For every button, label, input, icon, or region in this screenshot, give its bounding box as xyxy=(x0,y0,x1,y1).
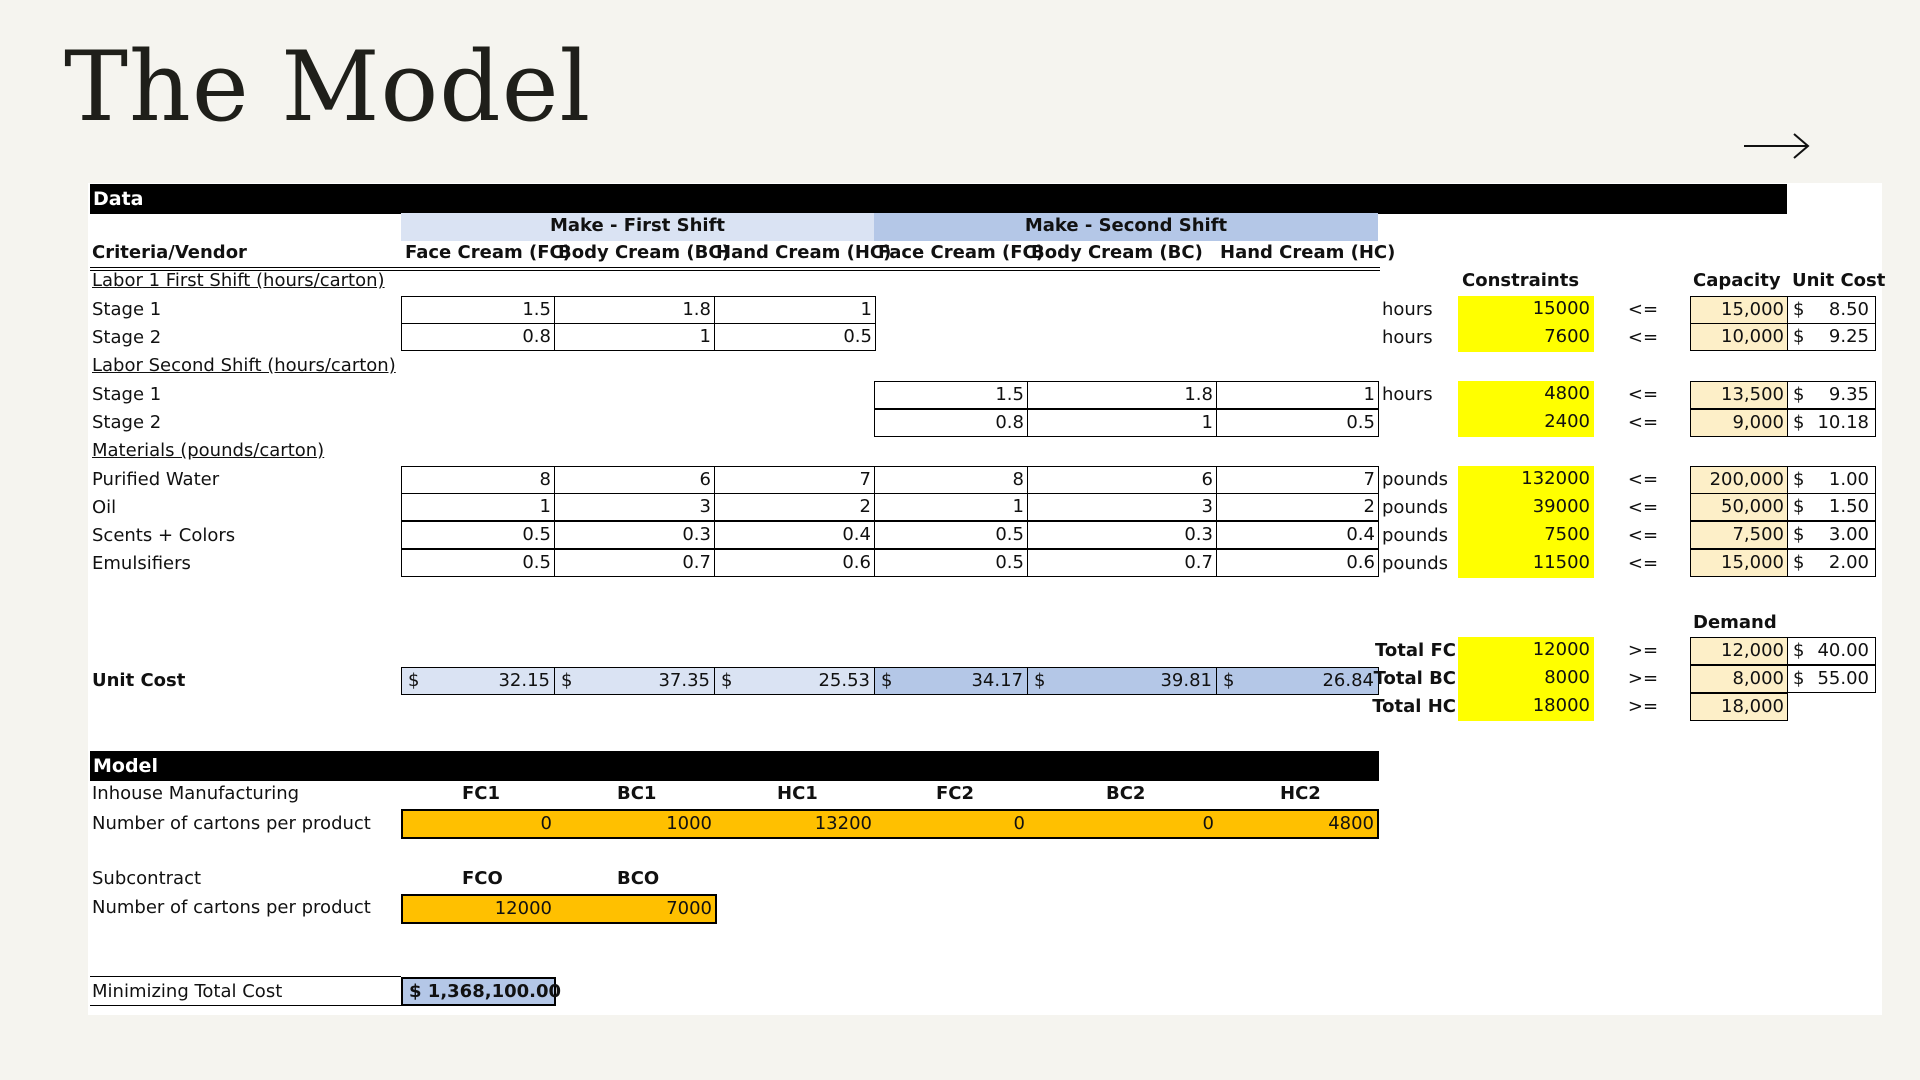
capacity-cell[interactable]: 13,500 xyxy=(1690,381,1788,409)
cost-amount: 1.50 xyxy=(1828,496,1869,517)
capacity-cell[interactable]: 10,000 xyxy=(1690,323,1788,351)
demand-cell[interactable]: 12,000 xyxy=(1690,637,1788,665)
unit-cost-cell[interactable] xyxy=(1787,381,1876,409)
coef-cell[interactable]: 3 xyxy=(1027,493,1217,521)
currency-symbol: $ xyxy=(1793,524,1805,545)
col-face-cream-1: Face Cream (FC) xyxy=(405,242,571,263)
coef-cell[interactable]: 1.5 xyxy=(401,296,555,324)
coef-cell[interactable]: 0.5 xyxy=(874,521,1028,549)
coef-cell[interactable]: 0.3 xyxy=(554,521,715,549)
coef-cell[interactable]: 2 xyxy=(1216,493,1379,521)
coef-cell[interactable]: 6 xyxy=(1027,466,1217,494)
decision-cell[interactable]: 0 xyxy=(1013,813,1025,834)
relation-symbol: >= xyxy=(1627,640,1659,661)
constraint-cell[interactable]: 8000 xyxy=(1458,665,1594,693)
unit-cost-row-label: Unit Cost xyxy=(92,670,186,691)
unit-cost-value[interactable] xyxy=(401,667,555,695)
coef-cell[interactable]: 1.5 xyxy=(874,381,1028,409)
var-header: BC1 xyxy=(617,783,657,804)
data-section-header: Data xyxy=(90,184,1787,214)
subcontract-label: Subcontract xyxy=(92,868,202,889)
decision-cell[interactable]: 0 xyxy=(1202,813,1214,834)
right-arrow-icon[interactable] xyxy=(1742,130,1812,162)
capacity-header: Capacity xyxy=(1693,270,1781,291)
cost-amount: 55.00 xyxy=(1817,668,1869,689)
relation-symbol: <= xyxy=(1627,525,1659,546)
unit-cost-cell[interactable] xyxy=(1787,521,1876,549)
constraints-header: Constraints xyxy=(1462,270,1580,291)
row-label: Stage 1 xyxy=(92,384,162,405)
unit-label: pounds xyxy=(1382,497,1449,518)
demand-cell[interactable]: 18,000 xyxy=(1690,693,1788,721)
row-label: Stage 1 xyxy=(92,299,162,320)
unit-cost-cell[interactable] xyxy=(1787,549,1876,577)
coef-cell[interactable]: 1 xyxy=(874,493,1028,521)
relation-symbol: >= xyxy=(1627,668,1659,689)
cost-amount: 25.53 xyxy=(818,670,870,691)
row-label: Oil xyxy=(92,497,117,518)
cost-amount: 34.17 xyxy=(971,670,1023,691)
cost-amount: 39.81 xyxy=(1160,670,1212,691)
total-cost-value[interactable]: $ 1,368,100.00 xyxy=(401,977,556,1006)
coef-cell[interactable]: 0.5 xyxy=(401,521,555,549)
labor1-section-label: Labor 1 First Shift (hours/carton) xyxy=(92,270,385,291)
currency-symbol: $ xyxy=(1793,552,1805,573)
demand-label: Total BC xyxy=(1373,668,1456,689)
unit-label: hours xyxy=(1382,299,1433,320)
unit-cost-cell[interactable] xyxy=(1787,323,1876,351)
coef-cell[interactable]: 0.7 xyxy=(554,549,715,577)
demand-label: Total FC xyxy=(1375,640,1456,661)
unit-label: hours xyxy=(1382,327,1433,348)
coef-cell[interactable]: 6 xyxy=(554,466,715,494)
coef-cell[interactable]: 0.7 xyxy=(1027,549,1217,577)
coef-cell[interactable]: 1.8 xyxy=(554,296,715,324)
relation-symbol: <= xyxy=(1627,469,1659,490)
unit-label: pounds xyxy=(1382,525,1449,546)
cost-amount: 9.35 xyxy=(1828,384,1869,405)
var-header: HC1 xyxy=(777,783,818,804)
var-header: BCO xyxy=(617,868,660,889)
decision-cell[interactable]: 4800 xyxy=(1328,813,1374,834)
capacity-cell[interactable]: 9,000 xyxy=(1690,409,1788,437)
col-hand-cream-1: Hand Cream (HC) xyxy=(716,242,892,263)
currency-symbol: $ xyxy=(1034,670,1046,691)
currency-symbol: $ xyxy=(1223,670,1235,691)
coef-cell[interactable]: 1 xyxy=(554,323,715,351)
cost-amount: 40.00 xyxy=(1817,640,1869,661)
coef-cell[interactable]: 0.5 xyxy=(714,323,876,351)
cost-amount: 1.00 xyxy=(1828,469,1869,490)
demand-label: Total HC xyxy=(1372,696,1456,717)
currency-symbol: $ xyxy=(1793,412,1805,433)
total-divider xyxy=(90,976,401,977)
var-header: FCO xyxy=(462,868,503,889)
decision-cell[interactable]: 0 xyxy=(540,813,552,834)
subcontract-cartons-label: Number of cartons per product xyxy=(92,897,371,918)
criteria-header: Criteria/Vendor xyxy=(92,242,247,263)
slide-title: The Model xyxy=(64,31,592,143)
coef-cell[interactable]: 8 xyxy=(874,466,1028,494)
col-body-cream-1: Body Cream (BC) xyxy=(558,242,730,263)
capacity-cell[interactable]: 15,000 xyxy=(1690,549,1788,577)
currency-symbol: $ xyxy=(881,670,893,691)
capacity-cell[interactable]: 50,000 xyxy=(1690,493,1788,521)
decision-cell[interactable]: 7000 xyxy=(666,898,712,919)
cost-amount: 2.00 xyxy=(1828,552,1869,573)
unit-cost-cell[interactable] xyxy=(1787,409,1876,437)
coef-cell[interactable]: 0.8 xyxy=(874,409,1028,437)
constraint-cell[interactable]: 18000 xyxy=(1458,693,1594,721)
coef-cell[interactable]: 2 xyxy=(714,493,875,521)
currency-symbol: $ xyxy=(1793,640,1805,661)
unit-cost-value[interactable] xyxy=(874,667,1028,695)
relation-symbol: <= xyxy=(1627,412,1659,433)
row-label: Emulsifiers xyxy=(92,553,191,574)
currency-symbol: $ xyxy=(408,670,420,691)
cost-amount: 37.35 xyxy=(658,670,710,691)
cost-amount: 3.00 xyxy=(1828,524,1869,545)
var-header: HC2 xyxy=(1280,783,1321,804)
relation-symbol: >= xyxy=(1627,696,1659,717)
coef-cell[interactable]: 0.3 xyxy=(1027,521,1217,549)
coef-cell[interactable]: 0.4 xyxy=(1216,521,1379,549)
var-header: FC2 xyxy=(936,783,975,804)
coef-cell[interactable]: 0.8 xyxy=(401,323,555,351)
relation-symbol: <= xyxy=(1627,327,1659,348)
unit-cost-value[interactable] xyxy=(554,667,715,695)
relation-symbol: <= xyxy=(1627,497,1659,518)
unit-label: pounds xyxy=(1382,553,1449,574)
coef-cell[interactable]: 0.5 xyxy=(401,549,555,577)
unit-cost-cell[interactable] xyxy=(1787,466,1876,494)
constraint-cell[interactable]: 39000 xyxy=(1458,494,1594,522)
unit-cost-cell[interactable] xyxy=(1787,296,1876,324)
row-label: Stage 2 xyxy=(92,327,162,348)
coef-cell[interactable]: 0.6 xyxy=(1216,549,1379,577)
cost-amount: 10.18 xyxy=(1817,412,1869,433)
relation-symbol: <= xyxy=(1627,384,1659,405)
cost-amount: 26.84 xyxy=(1322,670,1374,691)
spreadsheet xyxy=(88,183,1886,1015)
capacity-cell[interactable]: 200,000 xyxy=(1690,466,1788,494)
col-face-cream-2: Face Cream (FC) xyxy=(878,242,1044,263)
relation-symbol: <= xyxy=(1627,553,1659,574)
coef-cell[interactable]: 7 xyxy=(1216,466,1379,494)
row-label: Stage 2 xyxy=(92,412,162,433)
constraint-cell[interactable]: 4800 xyxy=(1458,381,1594,409)
cartons-label: Number of cartons per product xyxy=(92,813,371,834)
coef-cell[interactable]: 3 xyxy=(554,493,715,521)
demand-header: Demand xyxy=(1693,612,1777,633)
currency-symbol: $ xyxy=(1793,496,1805,517)
decision-cell[interactable]: 12000 xyxy=(494,898,552,919)
row-label: Scents + Colors xyxy=(92,525,236,546)
coef-cell[interactable]: 7 xyxy=(714,466,875,494)
coef-cell[interactable]: 1 xyxy=(1027,409,1217,437)
currency-symbol: $ xyxy=(1793,384,1805,405)
unit-cost-value[interactable] xyxy=(714,667,875,695)
currency-symbol: $ xyxy=(1793,299,1805,320)
second-shift-header: Make - Second Shift xyxy=(874,213,1378,241)
constraint-cell[interactable]: 15000 xyxy=(1458,296,1594,324)
coef-cell[interactable]: 1 xyxy=(714,296,876,324)
var-header: BC2 xyxy=(1106,783,1146,804)
cost-amount: 9.25 xyxy=(1828,326,1869,347)
coef-cell[interactable]: 0.5 xyxy=(874,549,1028,577)
cost-amount: 32.15 xyxy=(498,670,550,691)
currency-symbol: $ xyxy=(1793,469,1805,490)
currency-symbol: $ xyxy=(561,670,573,691)
var-header: FC1 xyxy=(462,783,501,804)
col-hand-cream-2: Hand Cream (HC) xyxy=(1220,242,1396,263)
currency-symbol: $ xyxy=(1793,668,1805,689)
constraint-cell[interactable]: 2400 xyxy=(1458,409,1594,437)
currency-symbol: $ xyxy=(1793,326,1805,347)
constraint-cell[interactable]: 132000 xyxy=(1458,466,1594,494)
coef-cell[interactable]: 0.4 xyxy=(714,521,875,549)
coef-cell[interactable]: 1.8 xyxy=(1027,381,1217,409)
capacity-cell[interactable]: 15,000 xyxy=(1690,296,1788,324)
price-cell[interactable] xyxy=(1787,665,1876,693)
decision-cell[interactable]: 1000 xyxy=(666,813,712,834)
coef-cell[interactable]: 1 xyxy=(1216,381,1379,409)
unit-cost-value[interactable] xyxy=(1027,667,1217,695)
decision-cell[interactable]: 13200 xyxy=(814,813,872,834)
labor2-section-label: Labor Second Shift (hours/carton) xyxy=(92,355,396,376)
total-divider xyxy=(90,1005,401,1006)
inhouse-label: Inhouse Manufacturing xyxy=(92,783,300,804)
model-section-header: Model xyxy=(90,751,1379,781)
coef-cell[interactable]: 8 xyxy=(401,466,555,494)
unit-cost-header: Unit Cost xyxy=(1792,270,1886,291)
constraint-cell[interactable]: 7500 xyxy=(1458,522,1594,550)
col-body-cream-2: Body Cream (BC) xyxy=(1031,242,1203,263)
currency-symbol: $ xyxy=(721,670,733,691)
row-label: Purified Water xyxy=(92,469,220,490)
total-cost-label: Minimizing Total Cost xyxy=(92,981,283,1002)
price-cell[interactable] xyxy=(1787,637,1876,665)
first-shift-header: Make - First Shift xyxy=(401,213,874,241)
unit-label: hours xyxy=(1382,384,1433,405)
unit-cost-cell[interactable] xyxy=(1787,493,1876,521)
demand-cell[interactable]: 8,000 xyxy=(1690,665,1788,693)
materials-section-label: Materials (pounds/carton) xyxy=(92,440,325,461)
unit-label: pounds xyxy=(1382,469,1449,490)
relation-symbol: <= xyxy=(1627,299,1659,320)
coef-cell[interactable]: 1 xyxy=(401,493,555,521)
constraint-cell[interactable]: 11500 xyxy=(1458,550,1594,578)
constraint-cell[interactable]: 12000 xyxy=(1458,637,1594,665)
constraint-cell[interactable]: 7600 xyxy=(1458,324,1594,352)
coef-cell[interactable]: 0.5 xyxy=(1216,409,1379,437)
coef-cell[interactable]: 0.6 xyxy=(714,549,875,577)
cost-amount: 8.50 xyxy=(1828,299,1869,320)
capacity-cell[interactable]: 7,500 xyxy=(1690,521,1788,549)
